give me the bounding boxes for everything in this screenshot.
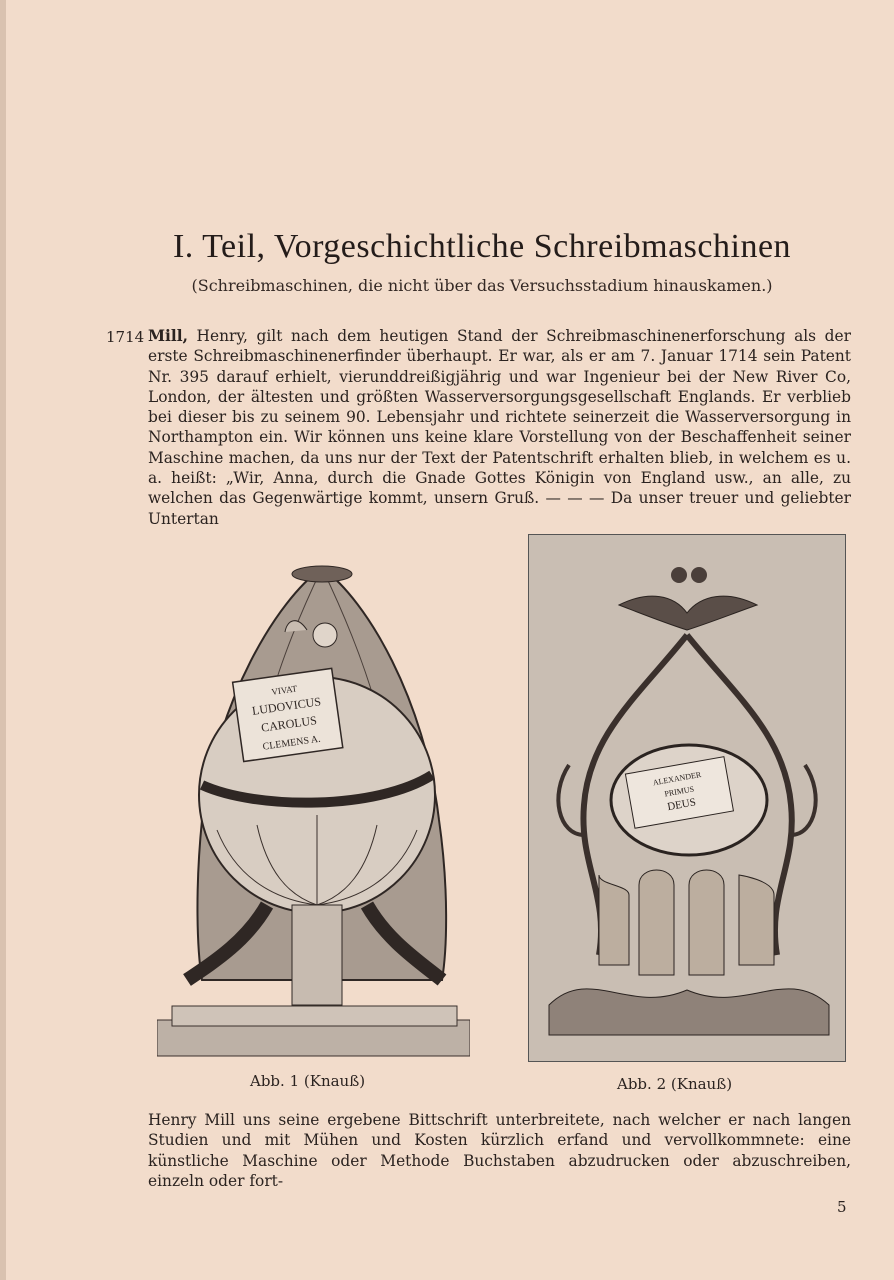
figure-1-engraving bbox=[157, 560, 470, 1058]
figure-2-engraving bbox=[528, 534, 846, 1062]
figure-1-caption: Abb. 1 (Knauß) bbox=[250, 1072, 366, 1090]
inscription-line-1: VIVAT bbox=[270, 683, 298, 697]
figure-2-illustration bbox=[529, 535, 845, 1061]
page-number: 5 bbox=[837, 1198, 847, 1216]
entry-text: Henry, gilt nach dem heutigen Stand der Schreibmaschinenerforschung als der erste Schreibmaschinenerfinder überhaupt. Er war, als er am 7. Januar 1714 sein Patent Nr. 395 darauf erhielt, vierunddreißigjährig und war Ingenieur bei der New River Co, London, der ältesten und größten Wasserversorgungsgesellschaft Englands. Er verblieb bei dieser bis zu seinem 90. Lebensjahr und richtete seinerzeit die Wasserversorgung in Northampton ein. Wir können uns keine klare Vorstellung von der Beschaffenheit seiner Maschine machen, da uns nur der Text der Patentschrift erhalten blieb, in welchem es u. a. heißt: „Wir, Anna, durch die Gnade Gottes Königin von England usw., an alle, zu welchen das Gegenwärtige kommt, unsern Gruß. — — — Da unser treuer und geliebter Untertan bbox=[148, 327, 851, 528]
figure-2-caption: Abb. 2 (Knauß) bbox=[617, 1075, 733, 1093]
inscription-line-4: CLEMENS A. bbox=[262, 733, 322, 753]
entry-year: 1714 bbox=[106, 328, 145, 346]
figure-1-illustration bbox=[157, 560, 470, 1058]
inscription-line-2: PRIMUS bbox=[663, 784, 695, 799]
page-subtitle: (Schreibmaschinen, die nicht über das Versuchsstadium hinauskamen.) bbox=[191, 276, 773, 295]
inscription-line-3: CAROLUS bbox=[260, 713, 318, 735]
inscription-line-3: DEUS bbox=[666, 796, 697, 814]
page-title: I. Teil, Vorgeschichtliche Schreibmaschinen bbox=[172, 228, 792, 265]
inscription-line-1: ALEXANDER bbox=[652, 769, 702, 788]
continuation-paragraph: Henry Mill uns seine ergebene Bittschrift unterbreitete, nach welcher er nach langen Studien und mit Mühen und Kosten kürzlich erfand und vervollkommnete: eine künstliche Maschine oder Methode Buchstaben abzudrucken oder abzuschreiben, einzeln oder fort- bbox=[148, 1111, 851, 1190]
page-edge bbox=[0, 0, 6, 1280]
entry-paragraph bbox=[148, 326, 851, 529]
entry-name: Mill, bbox=[148, 327, 188, 345]
inscription-line-2: LUDOVICUS bbox=[251, 694, 322, 718]
